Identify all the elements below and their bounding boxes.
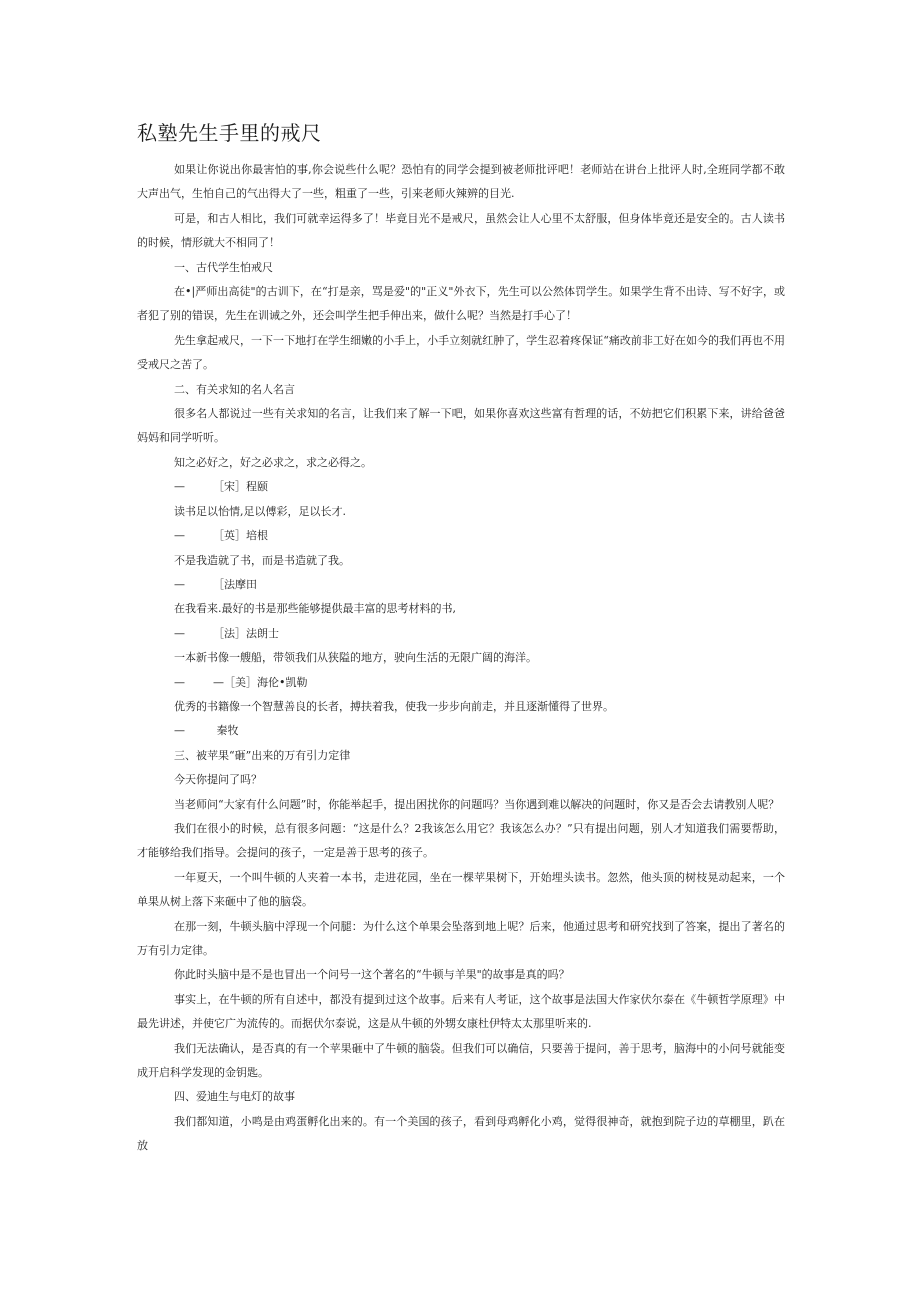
quote-attribution: — ［法摩田 bbox=[174, 577, 257, 591]
paragraph: 我们在很小的时候，总有很多问题：“这是什么？2我该怎么用它？我该怎么办？”只有提出问题，别人才知道我们需要帮助，才能够给我们指导。会提问的孩子，一定是善于思考的孩子。 bbox=[137, 821, 785, 860]
paragraph: 当老师问“大家有什么问题”时，你能举起手，提出困扰你的问题吗？当你遇到难以解决的问题时，你又是否会去请教别人呢？ bbox=[174, 797, 780, 811]
paragraph: 一年夏天，一个叫牛顿的人夹着一本书，走进花园，坐在一棵苹果树下，开始埋头读书。忽然，他头顶的树枝晃动起来，一个单果从树上落下来砸中了他的脑袋。 bbox=[137, 870, 785, 909]
paragraph: 我们无法确认，是否真的有一个苹果砸中了牛顿的脑袋。但我们可以确信，只要善于提问，善于思考，脑海中的小问号就能变成开启科学发现的金钥匙。 bbox=[137, 1041, 785, 1080]
section-heading: 二、有关求知的名人名言 bbox=[174, 382, 295, 396]
section-heading: 一、古代学生怕戒尺 bbox=[174, 260, 273, 274]
paragraph: 优秀的书籍像一个智慧善良的长者，搏扶着我，使我一步步向前走，并且逐渐懂得了世界。 bbox=[174, 699, 614, 713]
quote-attribution: — ［法］法朗士 bbox=[174, 626, 279, 640]
paragraph: 在我看来.最好的书是那些能够提供最丰富的思考材料的书, bbox=[174, 602, 456, 616]
paragraph: 很多名人都说过一些有关求知的名言，让我们来了解一下吧，如果你喜欢这些富有哲理的话，不妨把它们积累下来，讲给爸爸妈妈和同学听听。 bbox=[137, 407, 785, 445]
paragraph: 你此时头脑中是不是也冒出一个问号一这个著名的“牛顿与羊果"的故事是真的吗？ bbox=[174, 968, 570, 982]
paragraph: 读书足以怡情,足以傅彩，足以长才. bbox=[174, 504, 346, 518]
paragraph: 如果让你说出你最害怕的事,你会说些什么呢？恐怕有的同学会提到被老师批评吧！老师站在讲台上批评人时,全班同学都不敢大声出气，生怕自己的气出得大了一些，粗重了一些，引来老师火辣辨的目光. bbox=[137, 163, 785, 201]
paragraph: 我们都知道，小鸣是由鸡蛋孵化出来的。有一个美国的孩子，看到母鸡孵化小鸡，觉得很神奇，就抱到院子边的草棚里，趴在放 bbox=[137, 1114, 785, 1153]
paragraph: 先生拿起戒尺，一下一下地打在学生细嫩的小手上，小手立刻就红肿了，学生忍着疼保证“痛改前非工好在如今的我们再也不用受戒尺之苦了。 bbox=[137, 333, 785, 372]
section-heading: 四、爱迪生与电灯的故事 bbox=[174, 1090, 295, 1104]
paragraph: 一本新书像一艘船，带领我们从狭隘的地方，驶向生活的无限广阔的海洋。 bbox=[174, 651, 537, 665]
document-title: 私塾先生手里的戒尺 bbox=[137, 121, 322, 145]
quote-attribution: — ［英］培根 bbox=[174, 529, 268, 543]
document-body bbox=[137, 158, 785, 1159]
quote-attribution: — 秦牧 bbox=[174, 724, 239, 738]
section-heading: 三、被苹果“砸”出来的万有引力定律 bbox=[174, 748, 351, 762]
document-page bbox=[137, 118, 785, 1159]
quote-attribution: — ［宋］程颐 bbox=[174, 480, 268, 494]
paragraph: 在那一刻，牛顿头脑中浮现一个问腿：为什么这个单果会坠落到地上呢？后来，他通过思考和研究找到了答案，提出了著名的万有引力定律。 bbox=[137, 919, 785, 957]
paragraph: 不是我造就了书，而是书造就了我。 bbox=[174, 553, 350, 567]
paragraph: 事实上，在牛顿的所有自述中，都没有提到过这个故事。后来有人考证，这个故事是法国大作家伏尔泰在《牛顿哲学原理》中最先讲述，并使它广为流传的。而据伏尔泰说，这是从牛顿的外甥女康杜伊特太太那里听来的. bbox=[137, 992, 785, 1031]
paragraph: 在•|严师出高徒"的古训下，在“打是亲，骂是爱"的"正义"外衣下，先生可以公然体罚学生。如果学生背不出诗、写不好字，或者犯了别的错误，先生在训诫之外，还会叫学生把手伸出来，做什么呢？当然是打手心了！ bbox=[137, 285, 785, 323]
paragraph: 可是，和古人相比，我们可就幸运得多了！毕竟目光不是戒尺，虽然会让人心里不太舒服，但身体毕竟还是安全的。古人读书的时候，情形就大不相同了！ bbox=[137, 211, 785, 250]
quote-attribution: — —［美］海伦•凯勒 bbox=[174, 675, 308, 689]
paragraph: 今天你提问了吗？ bbox=[174, 773, 262, 787]
paragraph: 知之必好之，好之必求之，求之必得之。 bbox=[174, 455, 372, 469]
